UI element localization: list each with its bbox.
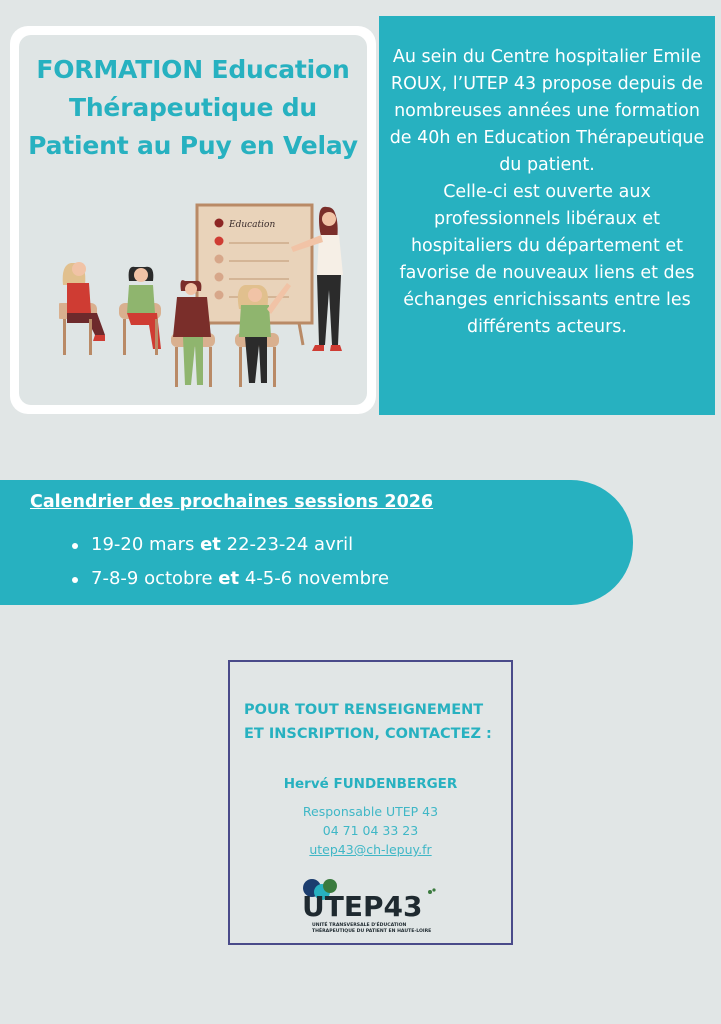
title-card-inner — [19, 35, 367, 405]
contact-info — [230, 802, 511, 859]
session-1-connector: et — [200, 534, 221, 555]
session-list — [60, 528, 389, 596]
session-item-1 — [60, 528, 389, 562]
session-2-connector: et — [218, 568, 240, 589]
calendar-title: Calendrier des prochaines sessions 2026 — [30, 492, 434, 512]
contact-phone[interactable]: 04 71 04 33 23 — [322, 823, 419, 838]
contact-name: Hervé FUNDENBERGER — [283, 776, 458, 792]
classroom-illustration — [59, 185, 367, 405]
session-2-dates-b: 4-5-6 novembre — [239, 568, 390, 589]
title-line-3: Patient au Puy en Velay — [28, 131, 358, 160]
contact-heading-line-1: POUR TOUT RENSEIGNEMENT — [244, 702, 484, 718]
logo-subtitle-line-1: UNITÉ TRANSVERSALE D'ÉDUCATION — [312, 923, 407, 928]
title-card — [10, 26, 376, 414]
title-line-2: Thérapeutique du — [68, 93, 318, 122]
student-figure-1 — [59, 262, 105, 355]
contact-role: Responsable UTEP 43 — [302, 804, 439, 819]
intro-paragraph-1: Au sein du Centre hospitalier Emile ROUX, l’UTEP 43 propose depuis de nombreuses années une formation de 40h en Education Thérapeutique du patient. — [389, 47, 705, 175]
board-text: Education — [229, 220, 276, 230]
intro-paragraph-2: Celle-ci est ouverte aux professionnels libéraux et hospitaliers du département et favorise de nouveaux liens et des échanges enrichissants entre les différents acteurs. — [399, 182, 695, 337]
session-2-dates-a: 7-8-9 octobre — [91, 568, 219, 589]
title-line-1: FORMATION Education — [36, 55, 350, 84]
intro-text — [379, 44, 715, 341]
contact-heading — [244, 698, 504, 746]
logo-subtitle-line-2: THÉRAPEUTIQUE DU PATIENT EN HAUTE-LOIRE — [312, 929, 432, 934]
page-title — [19, 51, 367, 165]
utep43-logo — [292, 876, 462, 938]
contact-email-link[interactable]: utep43@ch-lepuy.fr — [309, 842, 432, 857]
session-item-2 — [60, 562, 389, 596]
contact-heading-line-2: ET INSCRIPTION, CONTACTEZ : — [244, 726, 492, 742]
session-1-dates-b: 22-23-24 avril — [220, 534, 354, 555]
contact-box — [228, 660, 513, 945]
bullet-icon — [72, 543, 78, 549]
logo-text: UTEP43 — [302, 890, 423, 923]
calendar-band — [0, 480, 633, 605]
student-figure-2 — [119, 267, 161, 355]
intro-panel — [379, 16, 715, 415]
session-1-dates-a: 19-20 mars — [91, 534, 201, 555]
bullet-icon — [72, 577, 78, 583]
